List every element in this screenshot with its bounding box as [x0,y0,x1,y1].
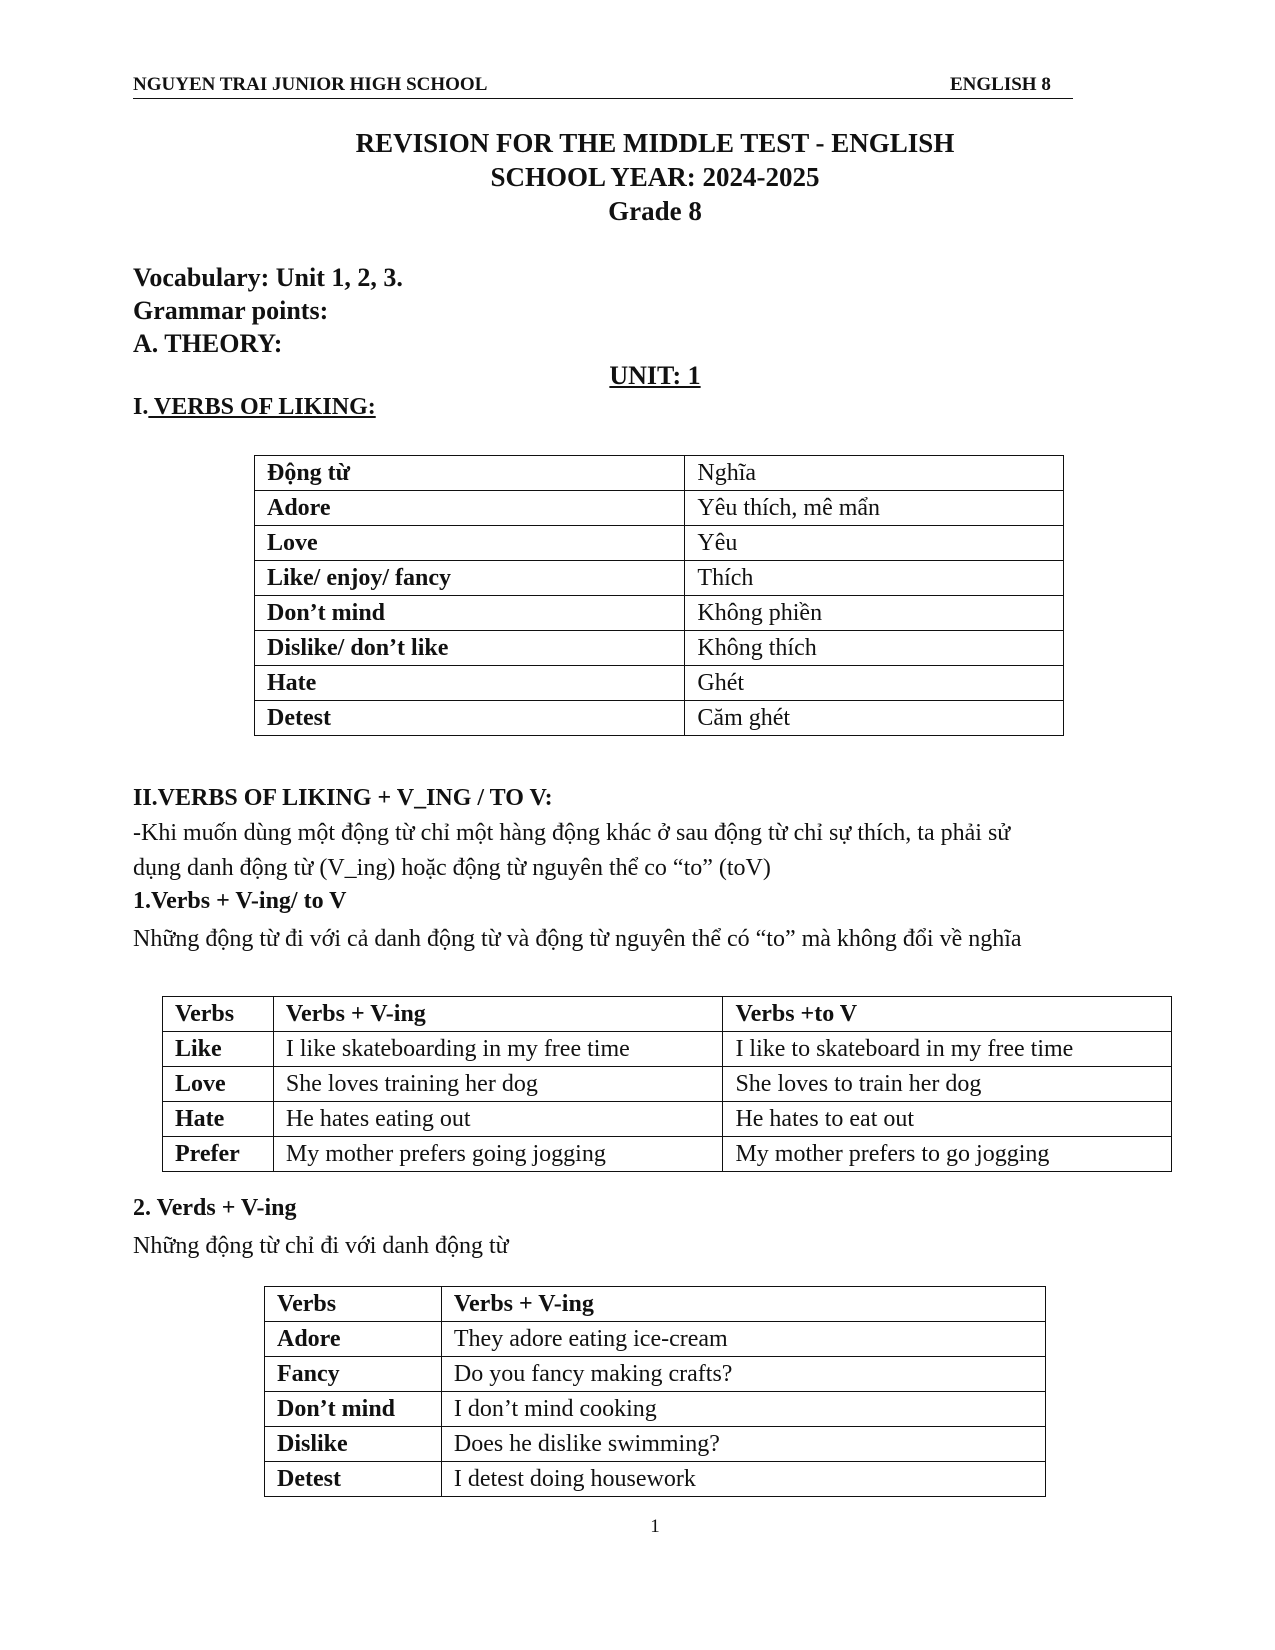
theory-heading: A. THEORY: [133,329,283,358]
table-cell: Yêu [685,526,1064,561]
table-cell: She loves to train her dog [723,1067,1172,1102]
section-1-prefix: I. [133,394,149,420]
table-cell: Verbs + V-ing [441,1287,1045,1322]
unit-heading: UNIT: 1 [609,361,701,390]
school-name: NGUYEN TRAI JUNIOR HIGH SCHOOL [133,74,488,95]
table-cell: Do you fancy making crafts? [441,1357,1045,1392]
grade-label: Grade 8 [608,196,702,226]
table-row [255,666,1064,701]
table-cell: Nghĩa [685,456,1064,491]
table-cell: Không phiền [685,596,1064,631]
table-row [163,1067,1172,1102]
table-row [255,456,1064,491]
table-row [163,1102,1172,1137]
table-cell: They adore eating ice-cream [441,1322,1045,1357]
table-cell: Hate [255,666,685,701]
table-cell: I detest doing housework [441,1462,1045,1497]
table-cell: I don’t mind cooking [441,1392,1045,1427]
section-2-paragraph-line-2: dụng danh động từ (V_ing) hoặc động từ nguyên thể co “to” (toV) [133,855,771,881]
subsection-1-description: Những động từ đi với cả danh động từ và động từ nguyên thể có “to” mà không đổi về nghĩa [133,926,1022,952]
table-cell: Thích [685,561,1064,596]
table-cell: Căm ghét [685,701,1064,736]
table-cell: Prefer [163,1137,274,1172]
table-row [255,561,1064,596]
table-cell: Ghét [685,666,1064,701]
table-row [265,1462,1046,1497]
subsection-2-description: Những động từ chỉ đi với danh động từ [133,1233,509,1259]
table-cell: Love [255,526,685,561]
vocabulary-line: Vocabulary: Unit 1, 2, 3. [133,263,403,292]
table-cell: Does he dislike swimming? [441,1427,1045,1462]
section-2-heading: II.VERBS OF LIKING + V_ING / TO V: [133,785,553,811]
table-cell: Like/ enjoy/ fancy [255,561,685,596]
table-row [265,1392,1046,1427]
section-1-heading [133,394,376,421]
table-row [255,631,1064,666]
table-cell: Dislike [265,1427,442,1462]
table-cell: Don’t mind [255,596,685,631]
table-cell: Động từ [255,456,685,491]
table-row [255,596,1064,631]
table-cell: Verbs +to V [723,997,1172,1032]
table-row [265,1357,1046,1392]
table-cell: Hate [163,1102,274,1137]
table-row [265,1287,1046,1322]
table-cell: She loves training her dog [273,1067,723,1102]
table-cell: I like skateboarding in my free time [273,1032,723,1067]
table-cell: Verbs [163,997,274,1032]
subsection-1-heading: 1.Verbs + V-ing/ to V [133,888,347,914]
verbs-of-liking-table [254,455,1064,736]
table-row [163,1032,1172,1067]
header-divider [133,98,1073,99]
table-row [255,526,1064,561]
grammar-line: Grammar points: [133,296,329,325]
table-cell: Fancy [265,1357,442,1392]
verbs-ving-only-table [264,1286,1046,1497]
document-title: REVISION FOR THE MIDDLE TEST - ENGLISH [355,128,955,158]
section-1-title: VERBS OF LIKING: [148,394,376,420]
table-row [265,1322,1046,1357]
subject-label: ENGLISH 8 [950,74,1051,95]
table-cell: My mother prefers to go jogging [723,1137,1172,1172]
table-cell: Verbs + V-ing [273,997,723,1032]
table-cell: He hates eating out [273,1102,723,1137]
table-row [255,701,1064,736]
page-number: 1 [650,1516,660,1537]
table-cell: He hates to eat out [723,1102,1172,1137]
table-row [163,1137,1172,1172]
table-cell: Không thích [685,631,1064,666]
table-cell: Verbs [265,1287,442,1322]
table-cell: I like to skateboard in my free time [723,1032,1172,1067]
table-cell: Detest [265,1462,442,1497]
table-row [265,1427,1046,1462]
table-cell: Detest [255,701,685,736]
subsection-2-heading: 2. Verds + V-ing [133,1195,297,1221]
table-row [255,491,1064,526]
table-cell: Dislike/ don’t like [255,631,685,666]
table-cell: Adore [265,1322,442,1357]
table-cell: Love [163,1067,274,1102]
table-cell: Don’t mind [265,1392,442,1427]
table-cell: Adore [255,491,685,526]
table-cell: Like [163,1032,274,1067]
section-2-paragraph-line-1: -Khi muốn dùng một động từ chỉ một hàng động khác ở sau động từ chỉ sự thích, ta phải sử [133,820,1011,846]
table-row [163,997,1172,1032]
table-cell: Yêu thích, mê mẩn [685,491,1064,526]
verbs-ving-tov-table [162,996,1172,1172]
school-year: SCHOOL YEAR: 2024-2025 [490,162,820,192]
table-cell: My mother prefers going jogging [273,1137,723,1172]
